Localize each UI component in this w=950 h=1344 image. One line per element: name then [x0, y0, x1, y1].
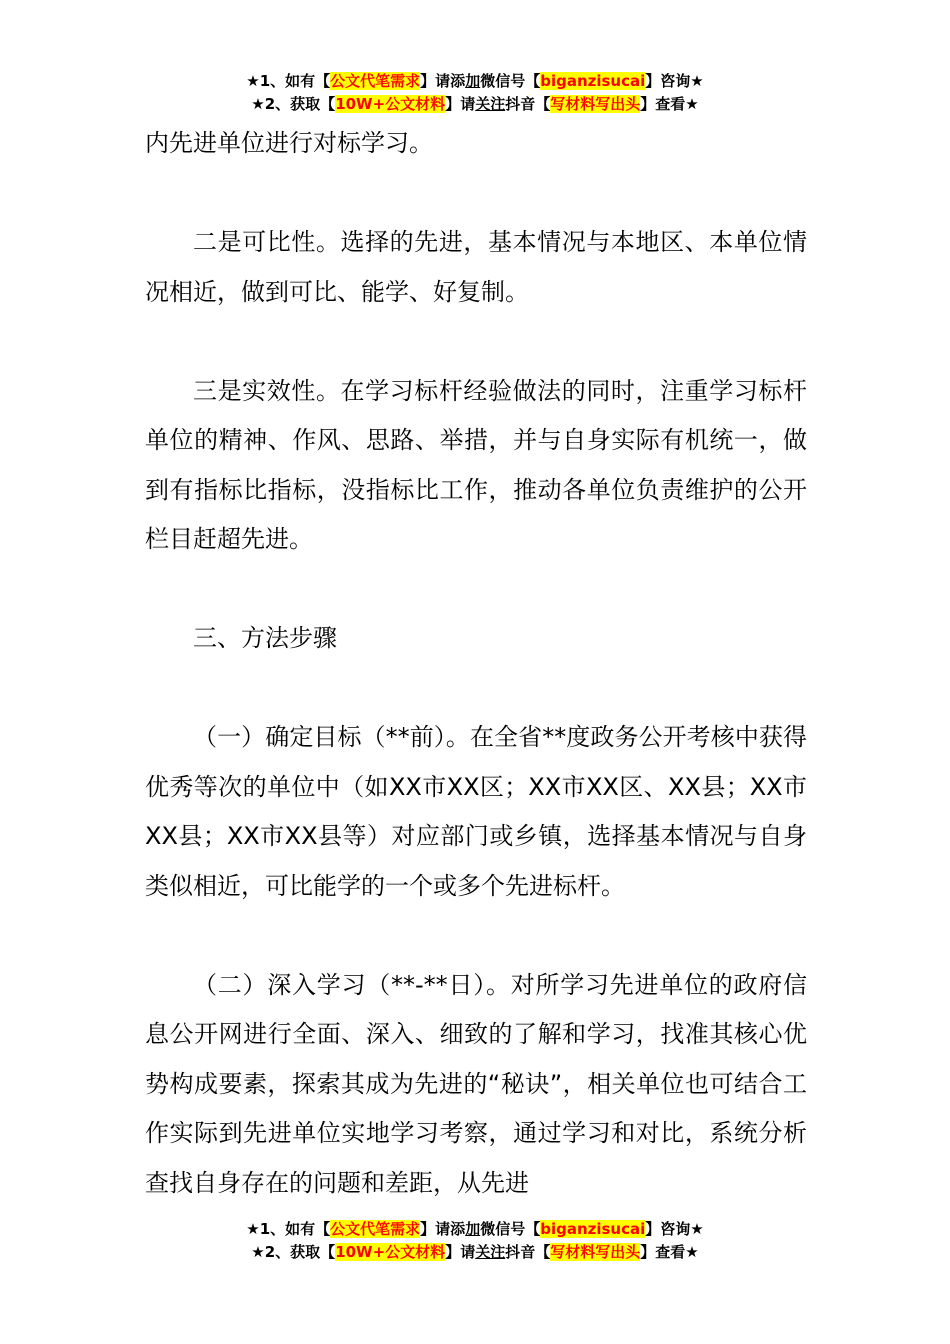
banner-line-2: [0, 1241, 950, 1264]
banner-text: 抖音【: [505, 95, 551, 113]
paragraph-continuation: 内先进单位进行对标学习。: [145, 129, 433, 157]
banner-highlight: 10W+公文材料: [335, 1243, 446, 1261]
banner-text: 微信号【: [480, 72, 541, 90]
banner-underline: 加: [465, 72, 481, 90]
banner-line-2: [0, 93, 950, 116]
document-body: [145, 119, 807, 1258]
banner-text: ★2、获取【: [251, 1243, 336, 1261]
paragraph-deep-study: （二）深入学习（**-**日）。对所学习先进单位的政府信息公开网进行全面、深入、细致的了解和学习，找准其核心优势构成要素，探索其成为先进的“秘诀”，相关单位也可结合工作实际到先进单位实地学习考察，通过学习和对比，系统分析查找自身存在的问题和差距，从先进: [145, 970, 807, 1197]
paragraph-set-goals: （一）确定目标（**前）。在全省**度政务公开考核中获得优秀等次的单位中（如XX市XX区；XX市XX区、XX县；XX市XX县；XX市XX县等）对应部门或乡镇，选择基本情况与自身类似相近，可比能学的一个或多个先进标杆。: [145, 723, 807, 900]
banner-highlight: 写材料写出头: [550, 1243, 641, 1261]
banner-text: 微信号【: [480, 1220, 541, 1238]
banner-text: ★1、如有【: [246, 72, 331, 90]
banner-text: 】咨询★: [645, 72, 704, 90]
banner-underline: 关注: [475, 95, 506, 113]
banner-text: 】请添: [420, 72, 466, 90]
banner-line-1: [0, 1218, 950, 1241]
banner-text: 抖音【: [505, 1243, 551, 1261]
banner-highlight: 公文代笔需求: [330, 1220, 421, 1238]
paragraph-comparability: 二是可比性。选择的先进，基本情况与本地区、本单位情况相近，做到可比、能学、好复制。: [145, 228, 807, 306]
banner-highlight: 10W+公文材料: [335, 95, 446, 113]
banner-highlight: 公文代笔需求: [330, 72, 421, 90]
banner-text: 】请: [445, 95, 476, 113]
banner-text: 】查看★: [640, 95, 699, 113]
banner-text: 】查看★: [640, 1243, 699, 1261]
paragraph-effectiveness: 三是实效性。在学习标杆经验做法的同时，注重学习标杆单位的精神、作风、思路、举措，并与自身实际有机统一，做到有指标比指标，没指标比工作，推动各单位负责维护的公开栏目赶超先进。: [145, 376, 807, 553]
banner-text: 】请: [445, 1243, 476, 1261]
header-banner: [0, 70, 950, 116]
banner-underline: 关注: [475, 1243, 506, 1261]
banner-text: ★2、获取【: [251, 95, 336, 113]
banner-highlight: 写材料写出头: [550, 95, 641, 113]
banner-highlight: biganzisucai: [540, 72, 646, 90]
banner-text: ★1、如有【: [246, 1220, 331, 1238]
banner-line-1: [0, 70, 950, 93]
banner-text: 】请添: [420, 1220, 466, 1238]
footer-banner: [0, 1218, 950, 1264]
section-heading-methods: 三、方法步骤: [193, 624, 337, 652]
banner-underline: 加: [465, 1220, 481, 1238]
banner-text: 】咨询★: [645, 1220, 704, 1238]
banner-highlight: biganzisucai: [540, 1220, 646, 1238]
